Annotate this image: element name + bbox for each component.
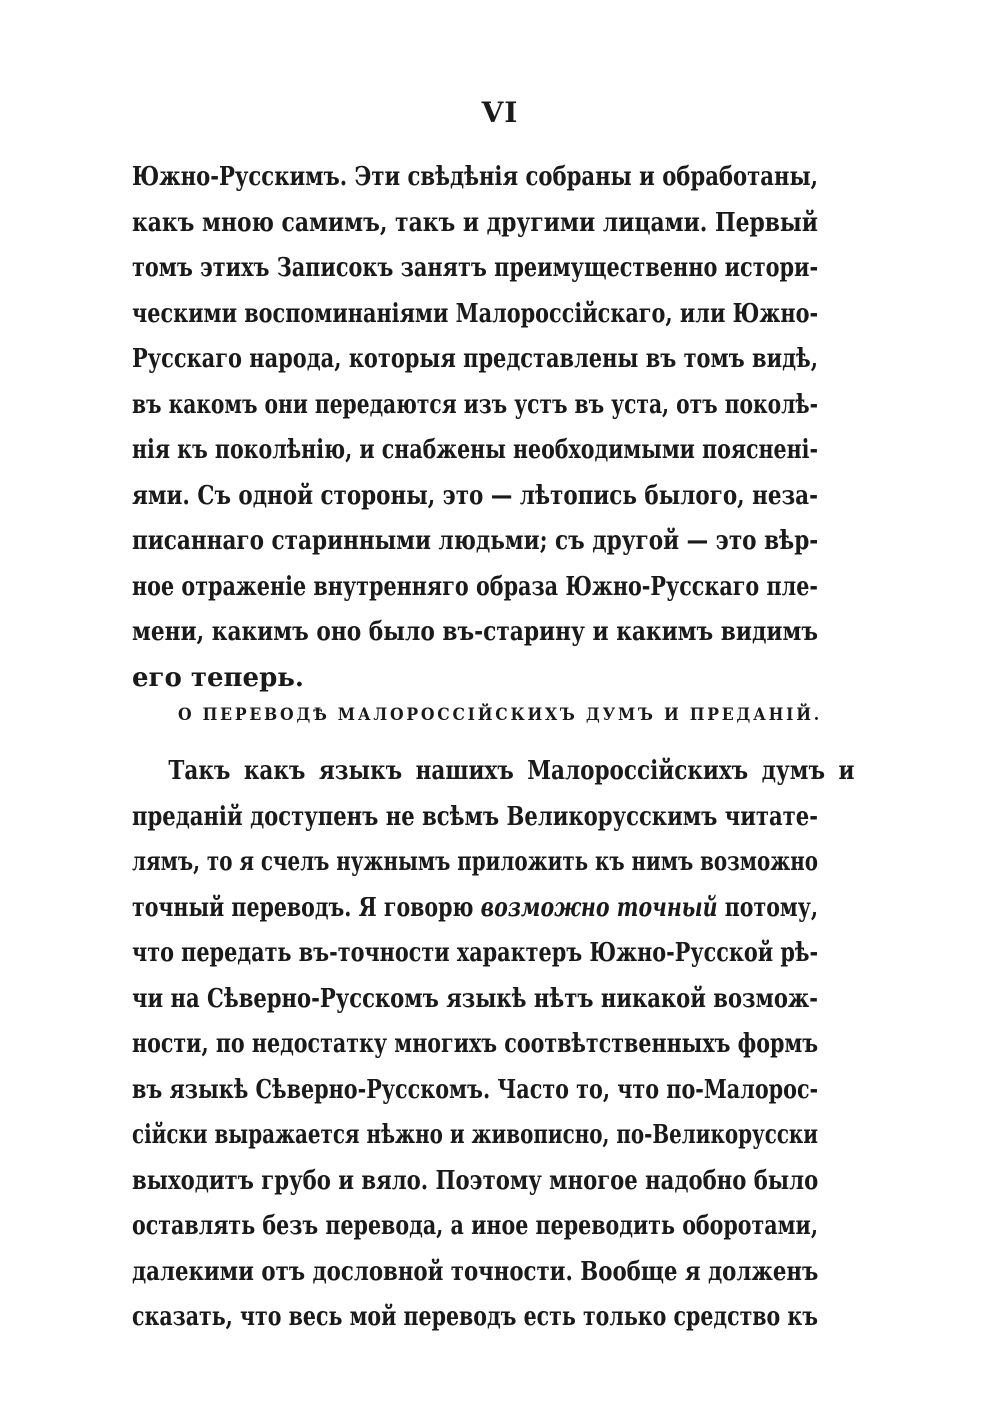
text-line: томъ этихъ Записокъ занятъ преимущественно истори-: [132, 253, 819, 283]
text-line: его теперь.: [132, 662, 304, 693]
text-line: Южно-Русскимъ. Эти свѣдѣнія собраны и обработаны,: [132, 162, 819, 192]
text-line: преданій доступенъ не всѣмъ Великорусскимъ читате-: [132, 801, 818, 832]
text-line: чи на Сѣверно-Русскомъ языкѣ нѣтъ никакой возмож-: [132, 983, 818, 1014]
text-line: далекими отъ дословной точности. Вообще я долженъ: [132, 1256, 819, 1287]
page-number: VI: [481, 96, 519, 129]
text-line: ческими воспоминаніями Малороссійскаго, или Южно-: [132, 298, 819, 329]
text-segment: потому,: [717, 892, 819, 923]
text-line: въ языкѣ Сѣверно-Русскомъ. Часто то, что по-Малорос-: [132, 1074, 819, 1105]
text-line: оставлять безъ перевода, а иное переводить оборотами,: [132, 1211, 818, 1241]
paragraph-2: [132, 749, 855, 1341]
text-line: Русскаго народа, которыя представлены въ томъ видѣ,: [132, 344, 818, 374]
section-heading: О ПЕРЕВОДѢ МАЛОРОССІЙСКИХЪ ДУМЪ И ПРЕДАНІЙ.: [178, 705, 822, 725]
text-line-with-emphasis: [132, 886, 818, 932]
text-line: ями. Съ одной стороны, это — лѣтопись былого, неза-: [132, 480, 818, 511]
text-segment: точный переводъ. Я говорю: [132, 892, 481, 923]
text-line: писаннаго старинными людьми; съ другой — это вѣр-: [132, 526, 819, 556]
text-line: выходитъ грубо и вяло. Поэтому многое надобно было: [132, 1165, 819, 1196]
text-line: ности, по недостатку многихъ соотвѣтственныхъ формъ: [132, 1029, 819, 1059]
emphasized-phrase: возможно точный: [480, 892, 718, 923]
text-line: какъ мною самимъ, такъ и другими лицами. Первый: [132, 207, 818, 238]
text-line: ное отраженіе внутренняго образа Южно-Русскаго пле-: [132, 571, 818, 602]
text-line: сказать, что весь мой переводъ есть только средство къ: [132, 1302, 818, 1332]
text-line: мени, какимъ оно было въ-старину и какимъ видимъ: [132, 617, 818, 647]
text-line: Такъ какъ языкъ нашихъ Малороссійскихъ думъ и: [168, 756, 855, 786]
text-line: лямъ, то я счелъ нужнымъ приложить къ нимъ возможно: [132, 847, 819, 877]
text-line: что передать въ-точности характеръ Южно-Русской рѣ-: [132, 938, 819, 968]
text-line: сійски выражается нѣжно и живописно, по-Великорусски: [132, 1120, 818, 1150]
paragraph-1: [132, 155, 818, 701]
text-line: нія къ поколѣнію, и снабжены необходимыми поясненi-: [132, 435, 819, 465]
text-line: въ какомъ они передаются изъ устъ въ уста, отъ поколѣ-: [132, 389, 818, 420]
